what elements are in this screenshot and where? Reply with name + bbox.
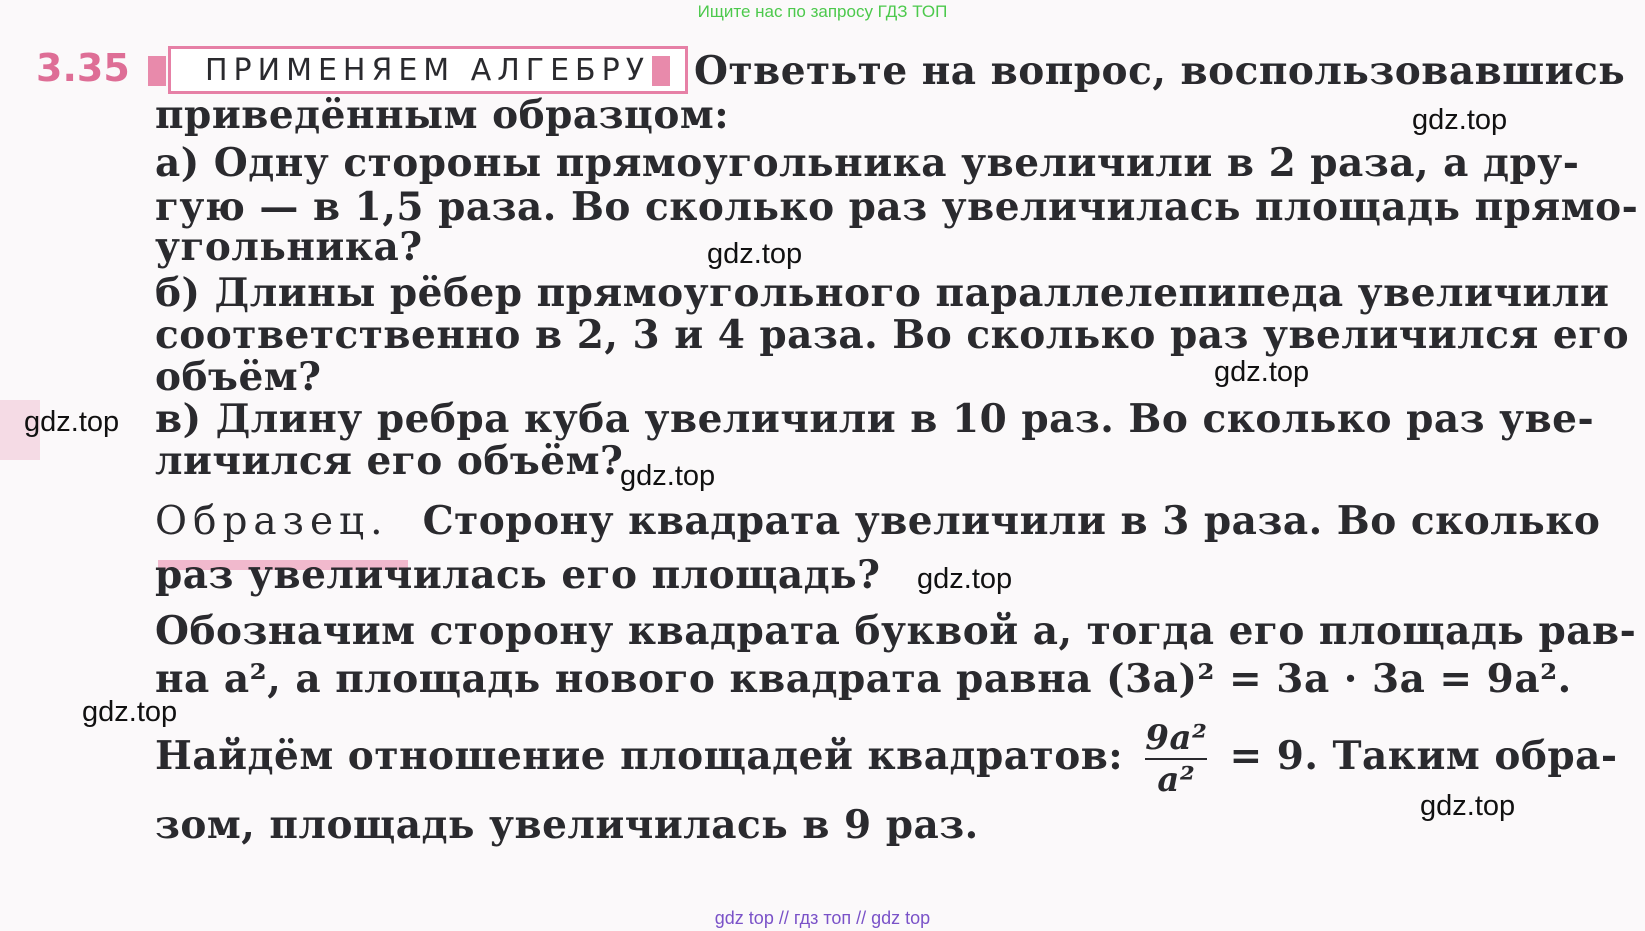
part-a-line-2: гую — в 1,5 раза. Во сколько раз увеличилась площадь прямо- bbox=[155, 184, 1639, 230]
exercise-heading: ПРИМЕНЯЕМ АЛГЕБРУ bbox=[168, 46, 688, 94]
sample-line-1 bbox=[155, 498, 1600, 545]
watermark: gdz.top bbox=[620, 460, 716, 492]
sample-line-5 bbox=[155, 718, 1618, 800]
sample-line-3: Обозначим сторону квадрата буквой a, тогда его площадь рав- bbox=[155, 608, 1637, 654]
part-b-line-1: б) Длины рёбер прямоугольного параллелепипеда увеличили bbox=[155, 270, 1610, 316]
part-a-line-3: угольника? bbox=[155, 224, 423, 270]
fraction-numerator: 9a² bbox=[1145, 718, 1208, 758]
sample-line-2: раз увеличилась его площадь? bbox=[155, 552, 881, 598]
fraction-denominator: a² bbox=[1157, 760, 1196, 800]
sample-text-1: Сторону квадрата увеличили в 3 раза. Во сколько bbox=[422, 498, 1601, 544]
sample-text-5b: = 9. Таким обра- bbox=[1229, 733, 1618, 779]
heading-marker-right bbox=[652, 56, 670, 86]
top-note: Ищите нас по запросу ГДЗ ТОП bbox=[697, 2, 948, 21]
watermark: gdz.top bbox=[1412, 104, 1508, 136]
watermark: gdz.top bbox=[917, 563, 1013, 595]
exercise-number: 3.35 bbox=[36, 46, 130, 90]
sample-line-6: зом, площадь увеличилась в 9 раз. bbox=[155, 802, 979, 848]
sample-line-4: на a², а площадь нового квадрата равна (3a)² = 3a · 3a = 9a². bbox=[155, 656, 1572, 702]
part-b-line-3: объём? bbox=[155, 354, 322, 400]
watermark: gdz.top bbox=[82, 696, 178, 728]
watermark: gdz.top bbox=[24, 406, 120, 438]
watermark: gdz.top bbox=[707, 238, 803, 270]
sample-label: Образец. bbox=[155, 499, 389, 544]
sample-text-5a: Найдём отношение площадей квадратов: bbox=[155, 733, 1124, 779]
intro-line-2: приведённым образцом: bbox=[155, 92, 730, 138]
part-c-line-2: личился его объём? bbox=[155, 438, 624, 484]
part-a-line-1: а) Одну стороны прямоугольника увеличили в 2 раза, а дру- bbox=[155, 140, 1580, 186]
part-b-line-2: соответственно в 2, 3 и 4 раза. Во сколько раз увеличился его bbox=[155, 312, 1630, 358]
footer-links: gdz top // гдз топ // gdz top bbox=[714, 908, 931, 928]
ratio-fraction bbox=[1145, 718, 1207, 800]
watermark: gdz.top bbox=[1214, 356, 1310, 388]
part-c-line-1: в) Длину ребра куба увеличили в 10 раз. Во сколько раз уве- bbox=[155, 396, 1595, 442]
watermark: gdz.top bbox=[1420, 790, 1516, 822]
intro-line-1: Ответьте на вопрос, воспользовавшись bbox=[694, 48, 1626, 94]
heading-marker-left bbox=[148, 56, 166, 86]
